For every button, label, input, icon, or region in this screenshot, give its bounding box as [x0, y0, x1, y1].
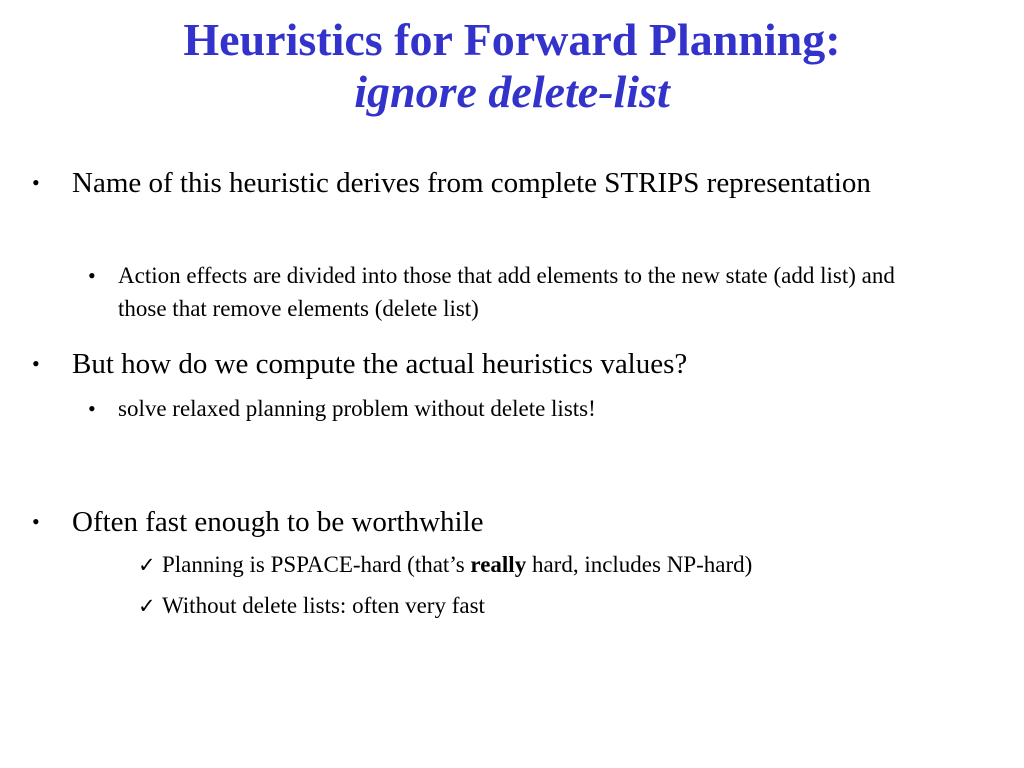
sub-bullet-dot-icon: •	[88, 396, 96, 421]
sub-bullet-text: Action effects are divided into those that add elements to the new state (add list) and those that remove elements (delete list)	[118, 263, 895, 321]
bullet-dot-icon: •	[32, 509, 40, 534]
bullet-dot-icon: •	[32, 170, 40, 195]
sub-bullet-text: solve relaxed planning problem without delete lists!	[118, 396, 596, 421]
bullet-item-2	[32, 345, 932, 383]
sub-bullet-item-1-1	[88, 259, 938, 325]
slide-title	[0, 14, 1024, 118]
bullet-item-3	[32, 503, 932, 541]
slide-title-line1: Heuristics for Forward Planning:	[183, 14, 841, 65]
bullet-dot-icon: •	[32, 351, 40, 376]
check-text-emphasis: really	[470, 552, 527, 577]
bullet-text: Often fast enough to be worthwhile	[72, 506, 484, 538]
sub-bullet-dot-icon: •	[88, 263, 96, 288]
slide-title-line2: ignore delete-list	[354, 66, 670, 117]
checkmark-icon: ✓	[138, 553, 156, 577]
check-text-before: Planning is PSPACE-hard (that’s	[162, 552, 471, 577]
checkmark-icon: ✓	[138, 594, 156, 618]
check-item-2	[138, 591, 962, 621]
check-item-1	[138, 550, 962, 580]
bullet-text: But how do we compute the actual heuristics values?	[72, 348, 688, 380]
sub-bullet-item-2-1	[88, 392, 938, 425]
check-text: Without delete lists: often very fast	[162, 593, 485, 618]
check-text-after: hard, includes NP-hard)	[526, 552, 753, 577]
bullet-text: Name of this heuristic derives from complete STRIPS representation	[72, 167, 871, 199]
bullet-item-1	[32, 164, 932, 202]
